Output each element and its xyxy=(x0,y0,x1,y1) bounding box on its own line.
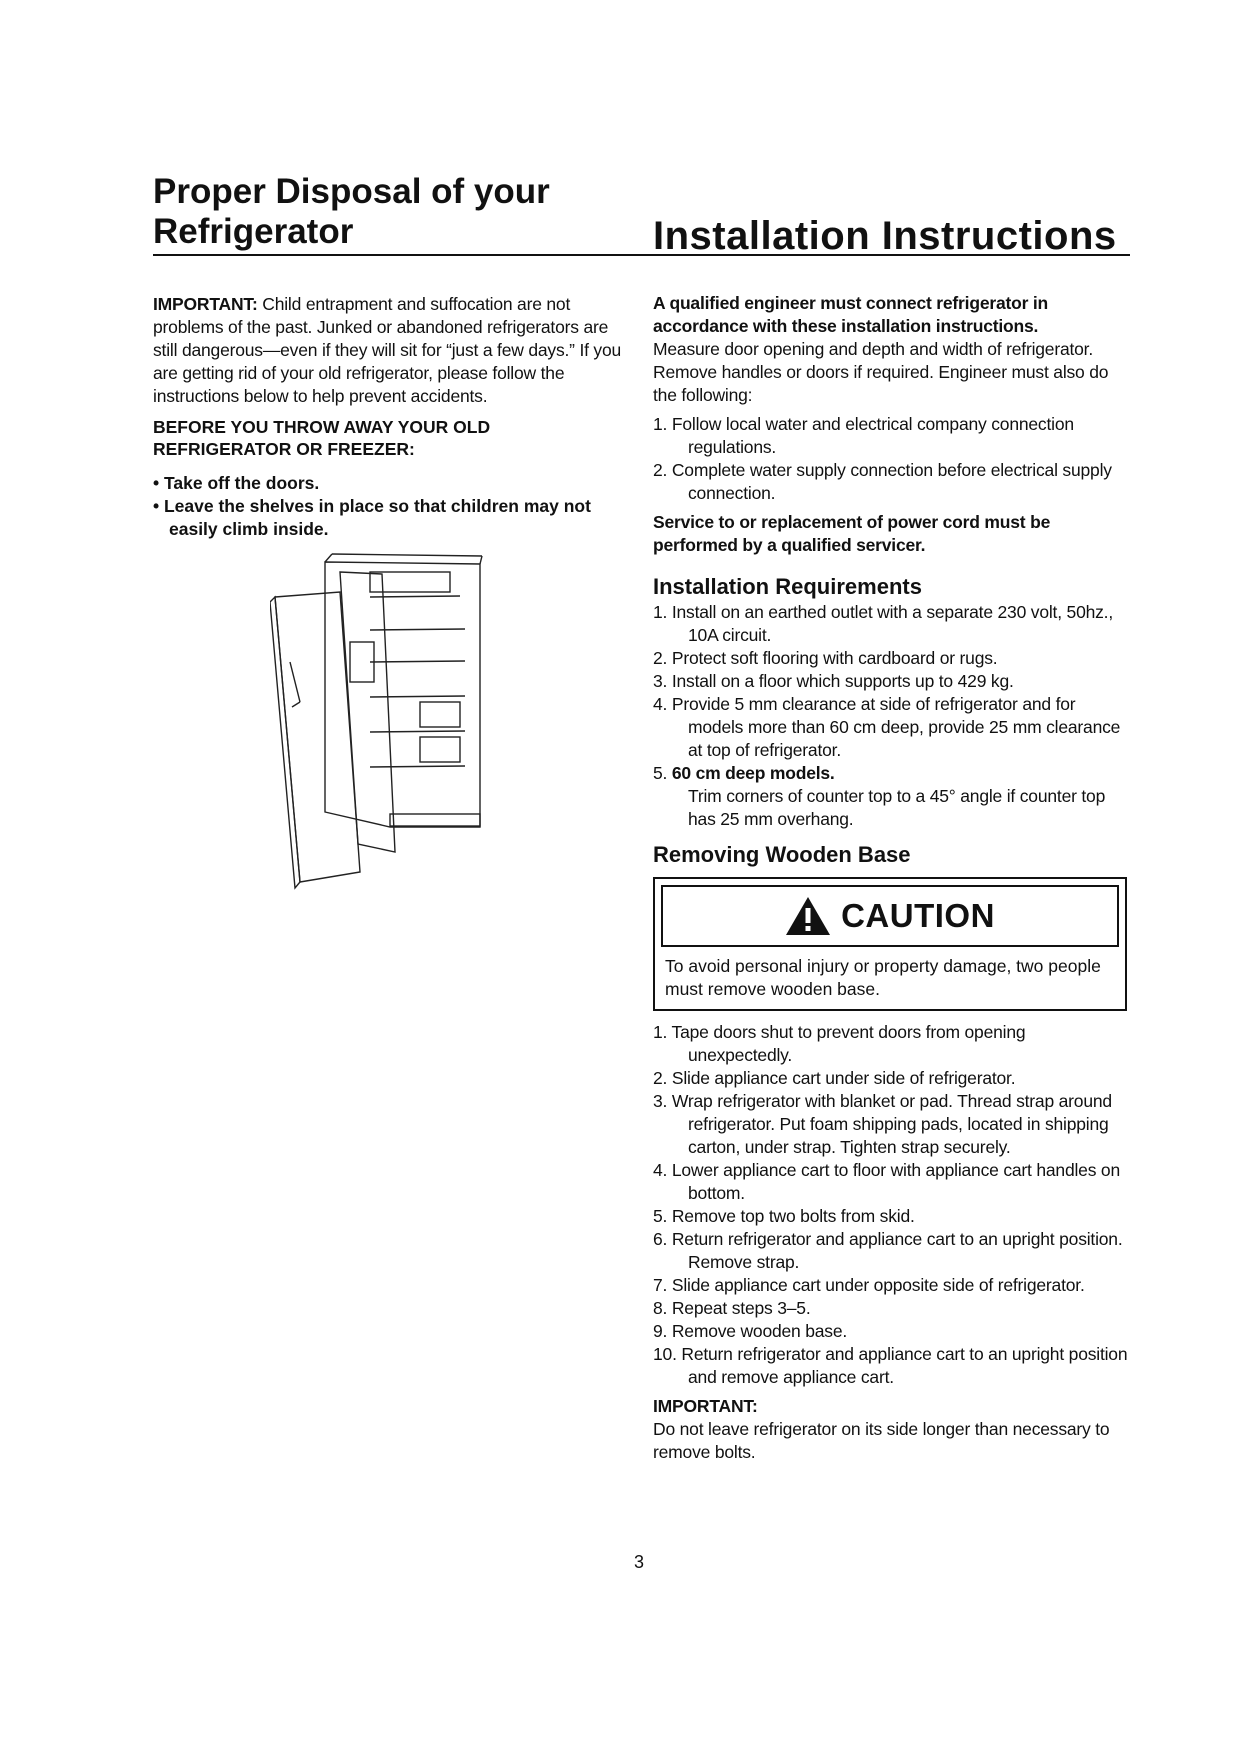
final-important-label: IMPORTANT: xyxy=(653,1396,758,1416)
installation-title: Installation Instructions xyxy=(653,214,1117,258)
before-throw-away-heading xyxy=(153,416,623,460)
before-heading-line1: BEFORE YOU THROW AWAY YOUR OLD xyxy=(153,417,491,437)
disposal-title xyxy=(153,172,623,252)
caution-text: To avoid personal injury or property damage, two people must remove wooden base. xyxy=(665,956,1101,999)
important-label: IMPORTANT: xyxy=(153,294,258,314)
req5-number: 5. xyxy=(653,763,672,783)
page-number: 3 xyxy=(634,1552,645,1572)
right-title-rule xyxy=(653,254,1130,256)
list-item: 1. Follow local water and electrical company connection regulations. xyxy=(653,414,1074,457)
caution-box xyxy=(653,877,1127,1011)
list-item: 9. Remove wooden base. xyxy=(653,1321,848,1341)
left-title-rule xyxy=(153,254,653,256)
list-item: 7. Slide appliance cart under opposite side of refrigerator. xyxy=(653,1275,1085,1295)
disposal-important-paragraph xyxy=(153,293,623,408)
list-item: 1. Install on an earthed outlet with a separate 230 volt, 50hz., 10A circuit. xyxy=(653,602,1114,645)
list-item: 1. Tape doors shut to prevent doors from opening unexpectedly. xyxy=(653,1022,1026,1065)
left-column xyxy=(153,172,623,541)
bullet-item: • Take off the doors. xyxy=(153,473,320,493)
disposal-title-line2: Refrigerator xyxy=(153,212,354,251)
req5-heading: 60 cm deep models. xyxy=(671,763,835,783)
list-item: 5. Remove top two bolts from skid. xyxy=(653,1206,915,1226)
engineer-steps xyxy=(653,413,1133,505)
qualified-engineer-note: A qualified engineer must connect refrigerator in accordance with these installation instructions. xyxy=(653,293,1049,336)
service-note: Service to or replacement of power cord must be performed by a qualified servicer. xyxy=(653,512,1051,555)
list-item-req5-text: Trim corners of counter top to a 45° angle if counter top has 25 mm overhang. xyxy=(688,786,1106,829)
wooden-base-steps xyxy=(653,1021,1133,1389)
list-item: 4. Lower appliance cart to floor with appliance cart handles on bottom. xyxy=(653,1160,1120,1203)
list-item: 3. Wrap refrigerator with blanket or pad. Thread strap around refrigerator. Put foam shipping pads, located in shipping carton, under strap. Tighten strap securely. xyxy=(653,1091,1112,1157)
list-item: 2. Slide appliance cart under side of refrigerator. xyxy=(653,1068,1016,1088)
caution-header xyxy=(661,885,1119,947)
list-item: 4. Provide 5 mm clearance at side of refrigerator and for models more than 60 cm deep, provide 25 mm clearance at top of refrigerator. xyxy=(653,694,1121,760)
list-item: 10. Return refrigerator and appliance cart to an upright position and remove appliance cart. xyxy=(653,1344,1128,1387)
refrigerator-illustration xyxy=(270,552,500,892)
bullet-item: • Leave the shelves in place so that children may not easily climb inside. xyxy=(153,496,591,539)
before-heading-line2: REFRIGERATOR OR FREEZER: xyxy=(153,439,415,459)
warning-triangle-icon xyxy=(785,896,831,936)
requirements-list xyxy=(653,601,1133,831)
disposal-title-line1: Proper Disposal of your xyxy=(153,172,550,211)
list-item: 2. Complete water supply connection before electrical supply connection. xyxy=(653,460,1112,503)
removing-wooden-base-heading: Removing Wooden Base xyxy=(653,842,911,867)
final-important-text: Do not leave refrigerator on its side longer than necessary to remove bolts. xyxy=(653,1419,1110,1462)
list-item: 6. Return refrigerator and appliance cart to an upright position. Remove strap. xyxy=(653,1229,1123,1272)
installation-requirements-heading: Installation Requirements xyxy=(653,574,922,599)
right-column xyxy=(653,292,1133,1464)
list-item: 2. Protect soft flooring with cardboard or rugs. xyxy=(653,648,998,668)
list-item: 3. Install on a floor which supports up to 429 kg. xyxy=(653,671,1014,691)
caution-label: CAUTION xyxy=(841,897,995,934)
list-item: 8. Repeat steps 3–5. xyxy=(653,1298,811,1318)
important-text: Child entrapment and suffocation are not problems of the past. Junked or abandoned refrigerators are still dangerous—even if they will sit for “just a few days.” If you are getting rid of your old refrigerator, please follow the instructions below to help prevent accidents. xyxy=(153,294,622,406)
measure-paragraph: Measure door opening and depth and width of refrigerator. Remove handles or doors if required. Engineer must also do the following: xyxy=(653,339,1109,405)
disposal-bullets xyxy=(153,472,623,541)
list-item-req5 xyxy=(653,762,1133,785)
